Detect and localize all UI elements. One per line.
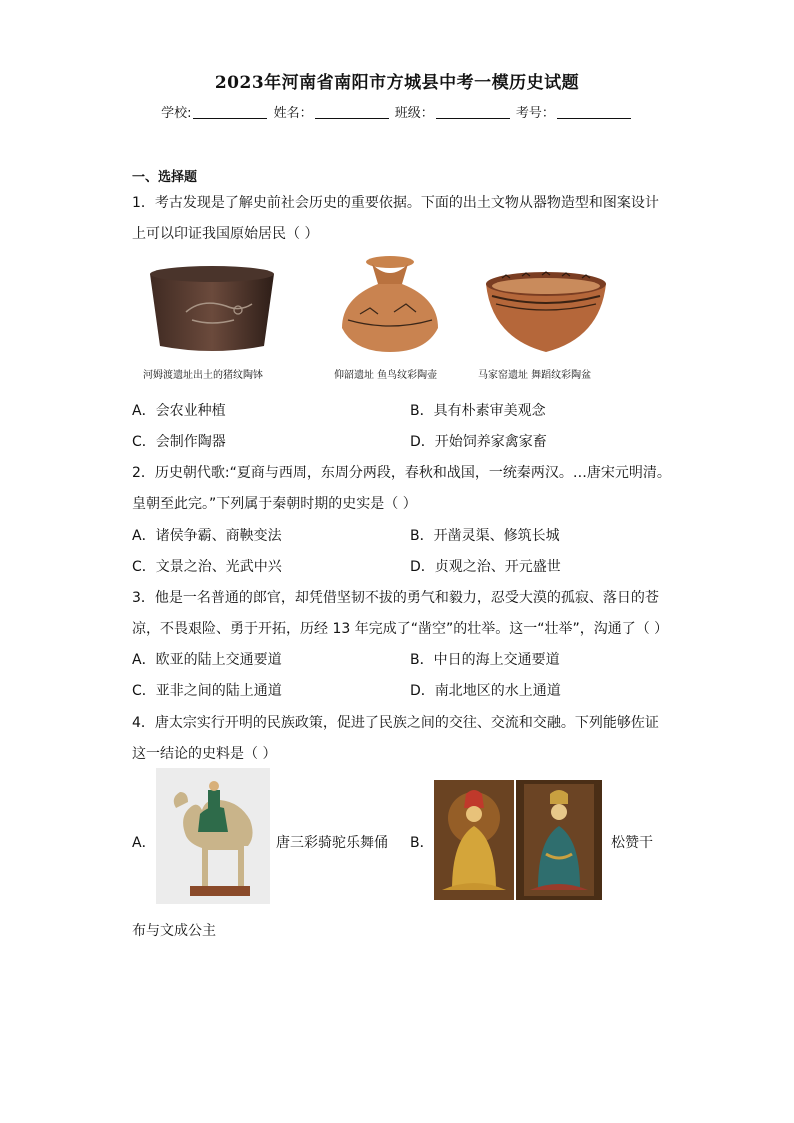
class-blank[interactable]	[436, 106, 510, 119]
q1-option-d[interactable]: D．开始饲养家禽家畜	[410, 434, 547, 450]
q4-stem-line2: 这一结论的史料是（ ）	[132, 746, 277, 762]
q2-stem-line2: 皇朝至此完。”下列属于秦朝时期的史实是（ ）	[132, 496, 417, 512]
caption-pig-bowl: 河姆渡遗址出土的猪纹陶钵	[143, 370, 263, 381]
q2-option-b[interactable]: B．开凿灵渠、修筑长城	[410, 528, 560, 544]
q1-stem-line2: 上可以印证我国原始居民（ ）	[132, 226, 319, 242]
school-blank[interactable]	[193, 106, 267, 119]
q4-option-a-letter[interactable]: A．	[132, 835, 156, 851]
q2-stem-line1: 2．历史朝代歌:“夏商与西周，东周分两段，春秋和战国，一统秦两汉。…唐宋元明清。	[132, 465, 671, 481]
q3-option-b[interactable]: B．中日的海上交通要道	[410, 652, 560, 668]
number-blank[interactable]	[557, 106, 631, 119]
caption-dance-basin: 马家窑遗址 舞蹈纹彩陶盆	[478, 370, 592, 381]
student-info-row	[0, 102, 794, 121]
q4-stem-line1: 4．唐太宗实行开明的民族政策，促进了民族之间的交往、交流和交融。下列能够佐证	[132, 715, 659, 731]
number-label: 考号：	[515, 106, 555, 121]
songtsen-gampo-statue-image	[434, 780, 514, 900]
q1-option-c[interactable]: C．会制作陶器	[132, 434, 226, 450]
caption-fish-bird-pot: 仰韶遗址 鱼鸟纹彩陶壶	[334, 370, 438, 381]
section-heading: 一、选择题	[132, 170, 198, 185]
name-blank[interactable]	[315, 106, 389, 119]
q4-option-a-text[interactable]: 唐三彩骑驼乐舞俑	[276, 835, 388, 851]
q3-option-d[interactable]: D．南北地区的水上通道	[410, 683, 561, 699]
q4-option-b-text[interactable]: 松赞干	[611, 835, 653, 851]
q2-option-d[interactable]: D．贞观之治、开元盛世	[410, 559, 561, 575]
q2-option-c[interactable]: C．文景之治、光武中兴	[132, 559, 282, 575]
dance-pattern-basin-image	[482, 268, 610, 358]
camel-figurine-image	[156, 768, 270, 904]
school-label: 学校:	[161, 106, 192, 121]
q3-option-a[interactable]: A．欧亚的陆上交通要道	[132, 652, 282, 668]
q3-stem-line2: 凉，不畏艰险、勇于开拓，历经 13 年完成了“凿空”的壮举。这一“壮举”，沟通了（ ）	[132, 621, 669, 637]
q1-option-b[interactable]: B．具有朴素审美观念	[410, 403, 546, 419]
q2-option-a[interactable]: A．诸侯争霸、商鞅变法	[132, 528, 282, 544]
fish-bird-pot-image	[338, 254, 442, 358]
page-title: 2023年河南省南阳市方城县中考一模历史试题	[214, 73, 580, 93]
q1-option-a[interactable]: A．会农业种植	[132, 403, 226, 419]
q4-option-b-letter[interactable]: B．	[410, 835, 434, 851]
q3-stem-line1: 3．他是一名普通的郎官，却凭借坚韧不拔的勇气和毅力，忍受大漠的孤寂、落日的苍	[132, 590, 659, 606]
name-label: 姓名：	[273, 106, 313, 121]
princess-wencheng-statue-image	[516, 780, 602, 900]
q4-option-b-text-continued[interactable]: 布与文成公主	[132, 923, 216, 939]
q3-option-c[interactable]: C．亚非之间的陆上通道	[132, 683, 282, 699]
class-label: 班级：	[394, 106, 434, 121]
q1-stem-line1: 1．考古发现是了解史前社会历史的重要依据。下面的出土文物从器物造型和图案设计	[132, 195, 659, 211]
pig-pattern-bowl-image	[146, 262, 278, 358]
